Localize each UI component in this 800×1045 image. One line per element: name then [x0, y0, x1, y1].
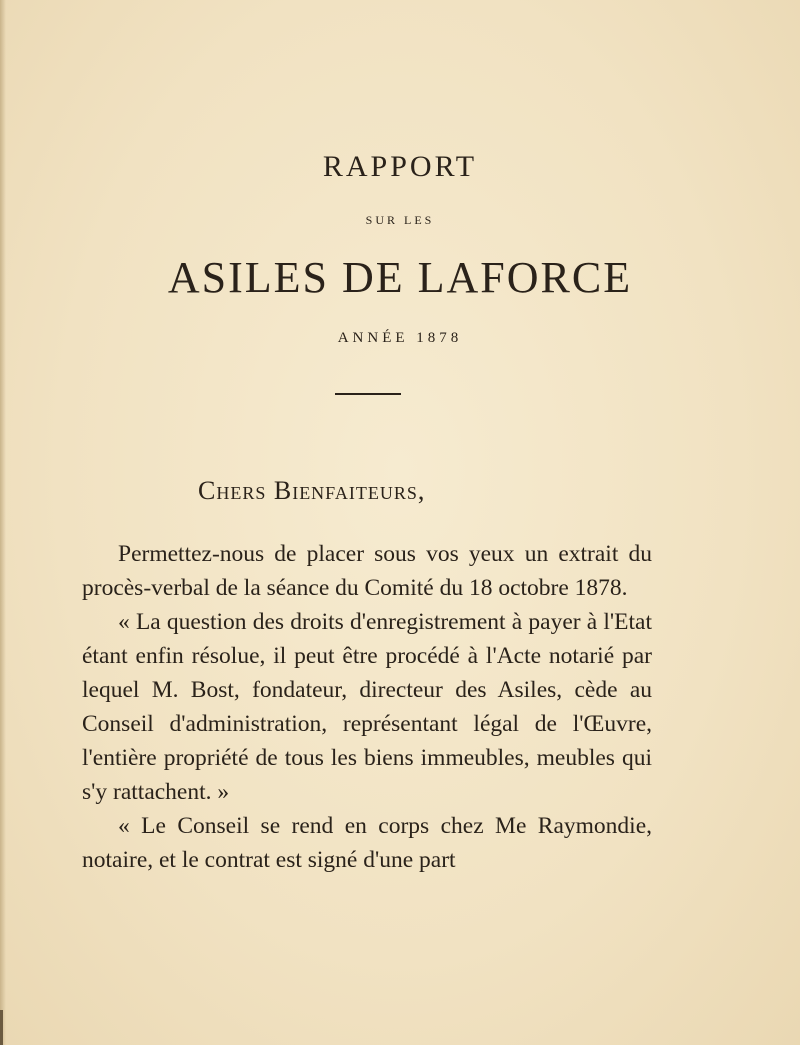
report-main-title: ASILES DE LAFORCE [167, 253, 633, 302]
report-subtitle: SUR LES [365, 213, 435, 227]
divider-rule [335, 393, 401, 395]
report-title: RAPPORT [322, 150, 478, 183]
salutation: Chers Bienfaiteurs, [198, 476, 426, 505]
body-text [82, 537, 652, 877]
paragraph-2: « La question des droits d'enregistrement à payer à l'Etat étant enfin résolue, il peut être procédé à l'Acte notarié par lequel M. Bost, fondateur, directeur des Asiles, cède au Conseil d'administration, représentant légal de l'Œuvre, l'entière propriété de tous les biens immeubles, meubles qui s'y rattachent. » [82, 609, 652, 805]
report-year: ANNÉE 1878 [337, 330, 463, 346]
paragraph-3: « Le Conseil se rend en corps chez Me Raymondie, notaire, et le contrat est signé d'une part [82, 813, 652, 873]
paragraph-1: Permettez-nous de placer sous vos yeux un extrait du procès-verbal de la séance du Comité du 18 octobre 1878. [82, 541, 652, 601]
page-edge-mark [0, 1010, 3, 1045]
